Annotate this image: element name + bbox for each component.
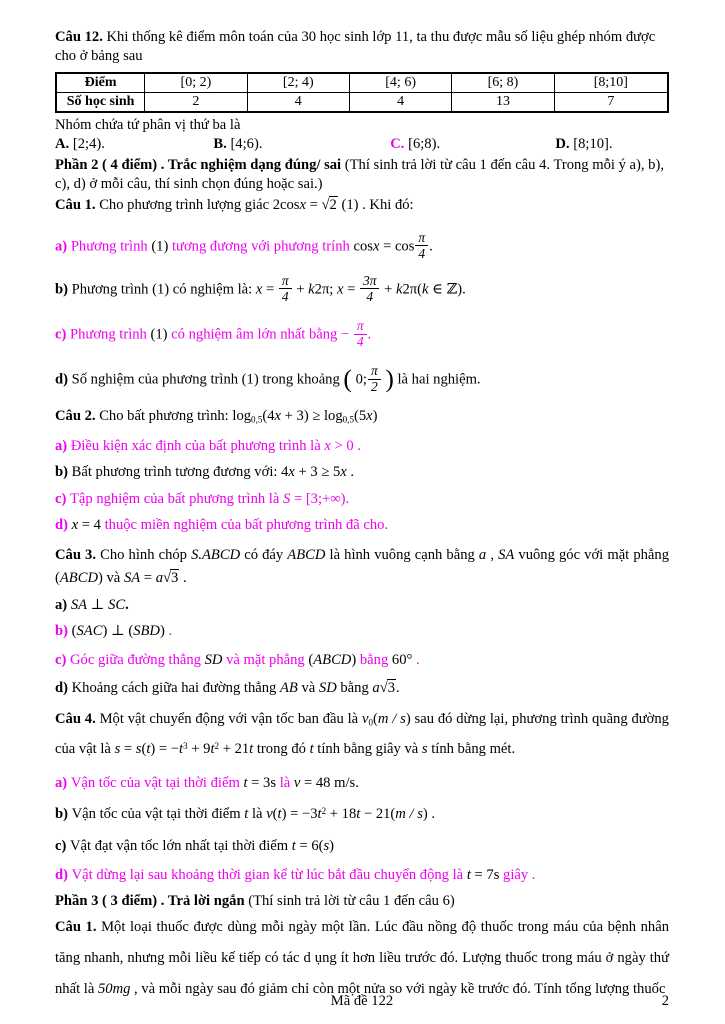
text-segment: + bbox=[380, 281, 396, 298]
text-segment: ) = −3 bbox=[281, 806, 318, 823]
text-segment: Phần 3 ( 3 điểm) . Trả lời ngắn bbox=[55, 893, 249, 910]
text-segment: bằng bbox=[336, 679, 373, 696]
q12-table bbox=[55, 72, 669, 113]
document-body bbox=[55, 28, 669, 1004]
text-segment: Phương trình bbox=[70, 238, 152, 255]
text-segment: Tập nghiệm của bất phương trình là bbox=[70, 490, 283, 507]
text-segment: Câu 1. bbox=[55, 197, 100, 214]
option-text: [6;8). bbox=[404, 135, 441, 152]
table-row bbox=[56, 92, 668, 112]
text-segment: có đáy bbox=[240, 547, 288, 564]
text-segment: 2 bbox=[214, 741, 220, 752]
text-segment: s bbox=[421, 741, 428, 758]
text-segment: AB bbox=[279, 679, 298, 696]
text-segment: + 3) ≥ log bbox=[281, 408, 343, 425]
text-segment: d) bbox=[55, 516, 72, 533]
option-letter: B. bbox=[213, 135, 227, 152]
text-segment: ( bbox=[373, 711, 378, 728]
text-segment: Khoảng cách giữa hai đường thẳng bbox=[71, 679, 280, 696]
text-segment: thuộc miền nghiệm của bất phương trình đã cho. bbox=[104, 516, 389, 533]
text-segment: ABCD bbox=[313, 651, 352, 668]
text-segment: 3 bbox=[183, 741, 188, 752]
text-segment: + 3 ≥ 5 bbox=[294, 464, 341, 481]
text-segment: giây . bbox=[503, 866, 536, 883]
text-segment: b) bbox=[55, 464, 72, 481]
option-text: [4;6). bbox=[226, 135, 263, 152]
p2-q2a bbox=[55, 437, 669, 456]
text-segment: b) bbox=[55, 623, 72, 640]
text-segment: ( bbox=[272, 806, 278, 823]
text-segment: ) bbox=[372, 408, 378, 425]
p2-q3b bbox=[55, 622, 669, 641]
text-segment: = bbox=[262, 281, 278, 298]
option-text: [2;4). bbox=[69, 135, 105, 152]
text-segment: + bbox=[292, 281, 309, 298]
text-segment: ) bbox=[351, 651, 357, 668]
q12-question bbox=[55, 116, 669, 135]
text-segment: Vận tốc của vật tại thời điểm bbox=[71, 806, 245, 823]
p2-q3a bbox=[55, 596, 669, 615]
text-segment: Câu 12. bbox=[55, 29, 107, 45]
text-segment: a) bbox=[55, 238, 71, 255]
p2-q1 bbox=[55, 196, 669, 215]
text-segment: x bbox=[255, 281, 263, 298]
table-cell: 2 bbox=[145, 92, 247, 112]
text-segment: ) = − bbox=[150, 741, 180, 758]
text-segment: = bbox=[120, 741, 136, 758]
text-segment: S.ABCD bbox=[191, 547, 241, 564]
text-segment: (1) bbox=[150, 326, 172, 343]
q12-intro bbox=[55, 28, 669, 67]
text-segment: SA bbox=[123, 569, 141, 586]
text-segment: là hình vuông cạnh bằng bbox=[325, 547, 479, 564]
text-segment: c) bbox=[55, 326, 70, 343]
text-segment: t bbox=[243, 775, 248, 792]
text-segment: v bbox=[266, 806, 273, 823]
text-segment: = [3;+∞). bbox=[290, 490, 350, 507]
answer-option bbox=[55, 136, 213, 153]
text-segment: m / s bbox=[377, 711, 406, 728]
text-segment: = bbox=[140, 569, 156, 586]
text-segment: t bbox=[466, 866, 471, 883]
text-segment: t bbox=[291, 837, 296, 854]
text-segment: và bbox=[297, 679, 319, 696]
part3-heading bbox=[55, 892, 669, 911]
text-segment: x bbox=[71, 516, 79, 533]
p2-q1c bbox=[55, 319, 669, 349]
p2-q1d bbox=[55, 364, 669, 394]
table-cell: 13 bbox=[452, 92, 554, 112]
text-segment: . bbox=[164, 623, 173, 640]
text-segment: t bbox=[317, 806, 322, 823]
text-segment: d) bbox=[55, 371, 72, 388]
text-segment: Số nghiệm của phương trình (1) trong khoảng bbox=[71, 371, 344, 388]
text-segment: x bbox=[288, 464, 295, 481]
text-segment: Cho bất phương trình: log bbox=[99, 408, 252, 425]
text-segment: + 21 bbox=[219, 741, 250, 758]
text-segment: Một vật chuyển động với vận tốc ban đầu là bbox=[99, 711, 362, 728]
answer-option bbox=[390, 136, 555, 153]
text-segment: = 6( bbox=[295, 837, 324, 854]
math-fraction: $\frac{\pi}{4}$ bbox=[415, 231, 428, 261]
p2-q4d bbox=[55, 866, 669, 885]
text-segment: − bbox=[341, 326, 353, 343]
text-segment: x bbox=[299, 197, 306, 214]
p2-q3c bbox=[55, 651, 669, 670]
text-segment: (Thí sinh trả lời từ câu 1 đến câu 6) bbox=[248, 893, 455, 910]
text-segment: Cho phương trình lượng giác 2cos bbox=[99, 197, 300, 214]
text-segment: + 9 bbox=[187, 741, 211, 758]
p2-q2b bbox=[55, 463, 669, 482]
text-segment: 0; bbox=[351, 371, 367, 388]
text-segment: Khi thống kê điểm môn toán của 30 học sinh lớp 11, ta thu được mẫu số liệu ghép nhóm được cho ở bảng sau bbox=[55, 29, 656, 65]
text-segment: . bbox=[412, 651, 420, 668]
text-segment: x bbox=[372, 238, 380, 255]
text-segment: vuông góc với mặt phẳng bbox=[514, 547, 669, 564]
text-segment: và bbox=[102, 569, 124, 586]
text-segment: = 4 bbox=[78, 516, 105, 533]
p2-q3d bbox=[55, 679, 669, 698]
text-segment: cos bbox=[353, 238, 373, 255]
text-segment: 0 bbox=[368, 717, 374, 728]
text-segment: m / s bbox=[395, 806, 423, 823]
text-segment: ( bbox=[71, 623, 77, 640]
text-segment: ) bbox=[329, 837, 335, 854]
text-segment: Góc giữa đường thẳng bbox=[70, 651, 205, 668]
option-letter: C. bbox=[390, 135, 405, 152]
p2-q1a bbox=[55, 231, 669, 261]
text-segment: c) bbox=[55, 490, 70, 507]
text-segment: ABCD bbox=[287, 547, 326, 564]
text-segment: t bbox=[356, 806, 361, 823]
text-segment: ( bbox=[55, 569, 60, 586]
text-segment: . bbox=[346, 464, 355, 481]
text-segment: x bbox=[324, 438, 331, 455]
table-row bbox=[56, 73, 668, 93]
text-segment: s bbox=[323, 837, 330, 854]
text-segment: a) bbox=[55, 597, 71, 614]
text-segment: x bbox=[366, 408, 373, 425]
text-segment: (1) bbox=[151, 238, 172, 255]
text-segment: 0,5 bbox=[251, 415, 263, 426]
text-segment: d) bbox=[55, 679, 72, 696]
text-segment: ( bbox=[308, 651, 314, 668]
text-segment: = bbox=[305, 197, 322, 214]
table-cell: 4 bbox=[247, 92, 349, 112]
text-segment: a bbox=[372, 679, 380, 696]
text-segment: tương đương với phương trính bbox=[171, 238, 354, 255]
p2-q2 bbox=[55, 407, 669, 427]
text-segment: (4 bbox=[262, 408, 275, 425]
text-segment: là hai nghiệm. bbox=[393, 371, 481, 388]
text-segment: ) . bbox=[422, 806, 436, 823]
text-segment: là bbox=[279, 775, 294, 792]
text-segment: SD bbox=[204, 651, 223, 668]
math-sqrt: √3 bbox=[162, 569, 179, 586]
text-segment: v bbox=[362, 711, 369, 728]
text-segment: t bbox=[179, 741, 184, 758]
text-segment: ⊥ bbox=[87, 597, 109, 614]
text-segment: SBD bbox=[133, 623, 160, 640]
text-segment: SAC bbox=[76, 623, 103, 640]
text-segment: s bbox=[135, 741, 142, 758]
text-segment: Nhóm chứa tứ phân vị thứ ba là bbox=[55, 116, 241, 133]
text-segment: sau đó dừng lại, phương trình quãng đường của vật là bbox=[55, 711, 669, 758]
text-segment: Câu 2. bbox=[55, 408, 100, 425]
p2-q4a bbox=[55, 774, 669, 793]
text-segment: k bbox=[422, 281, 429, 298]
text-segment: t bbox=[277, 806, 282, 823]
text-segment: v bbox=[293, 775, 301, 792]
text-segment: ( bbox=[141, 741, 147, 758]
math-fraction: $\frac{\pi}{4}$ bbox=[279, 274, 292, 304]
text-segment: = bbox=[343, 281, 360, 298]
text-segment: = 48 m/s. bbox=[300, 775, 359, 792]
text-segment: . bbox=[179, 569, 187, 586]
text-segment: 2 bbox=[321, 806, 327, 817]
text-segment: Vật dừng lại sau khoảng thời gian kể từ lúc bắt đầu chuyển động là bbox=[71, 866, 467, 883]
q12-options bbox=[55, 136, 669, 153]
text-segment: , và mỗi ngày sau đó giảm chỉ còn một nửa so với ngày kề trước đó. Tính tổng lượng thuốc bbox=[130, 980, 666, 997]
text-segment: ) bbox=[385, 364, 394, 394]
table-cell: Điểm bbox=[56, 73, 145, 93]
text-segment: . bbox=[396, 679, 400, 696]
text-segment: Phương trình bbox=[70, 326, 151, 343]
text-segment: Câu 3. bbox=[55, 547, 101, 564]
text-segment: c) bbox=[55, 837, 70, 854]
text-segment: Bất phương trình tương đương với: 4 bbox=[71, 464, 289, 481]
math-sqrt: √2 bbox=[321, 197, 337, 214]
text-segment: 2π; bbox=[314, 281, 338, 298]
text-segment: và mặt phẳng bbox=[222, 651, 309, 668]
part2-heading bbox=[55, 156, 669, 195]
text-segment: tính bằng giây và bbox=[313, 741, 422, 758]
text-segment: trong đó bbox=[253, 741, 310, 758]
option-letter: D. bbox=[555, 135, 570, 152]
text-segment: d) bbox=[55, 866, 72, 883]
text-segment: Điều kiện xác định của bất phương trình là bbox=[70, 438, 325, 455]
text-segment: a) bbox=[55, 775, 71, 792]
text-segment: ) ⊥ ( bbox=[102, 623, 134, 640]
text-segment: = 7s bbox=[470, 866, 504, 883]
p2-q2c bbox=[55, 490, 669, 509]
table-cell: 7 bbox=[554, 92, 668, 112]
text-segment: > 0 . bbox=[330, 438, 361, 455]
option-letter: A. bbox=[55, 135, 70, 152]
text-segment: Cho hình chóp bbox=[100, 547, 192, 564]
p2-q4 bbox=[55, 705, 669, 765]
text-segment: Phương trình (1) có nghiệm là: bbox=[71, 281, 256, 298]
table-cell: [4; 6) bbox=[349, 73, 451, 93]
text-segment: Câu 1. bbox=[55, 919, 102, 936]
text-segment: 50mg bbox=[97, 980, 131, 997]
text-segment: SD bbox=[318, 679, 337, 696]
text-segment: (1) . Khi đó: bbox=[337, 197, 414, 214]
text-segment: x bbox=[340, 464, 347, 481]
text-segment: ( bbox=[343, 364, 352, 394]
p3-q1 bbox=[55, 912, 669, 1004]
answer-option bbox=[555, 136, 669, 153]
table-cell: [0; 2) bbox=[145, 73, 247, 93]
text-segment: b) bbox=[55, 281, 72, 298]
math-fraction: $\frac{3\pi}{4}$ bbox=[360, 274, 379, 304]
table-cell: [2; 4) bbox=[247, 73, 349, 93]
text-segment: có nghiệm âm lớn nhất bằng bbox=[171, 326, 342, 343]
text-segment: SA bbox=[70, 597, 88, 614]
math-fraction: $\frac{\pi}{2}$ bbox=[368, 364, 381, 394]
text-segment: Vật đạt vận tốc lớn nhất tại thời điểm bbox=[70, 837, 292, 854]
text-segment: c) bbox=[55, 651, 70, 668]
p2-q3 bbox=[55, 544, 669, 589]
text-segment: t bbox=[249, 741, 254, 758]
text-segment: t bbox=[244, 806, 249, 823]
table-cell: 4 bbox=[349, 92, 451, 112]
text-segment: k bbox=[396, 281, 403, 298]
text-segment: x bbox=[337, 281, 344, 298]
text-segment: = cos bbox=[379, 238, 415, 255]
math-sqrt: √3 bbox=[379, 679, 396, 696]
text-segment: x bbox=[274, 408, 282, 425]
text-segment: + 18 bbox=[326, 806, 357, 823]
text-segment: t bbox=[309, 741, 314, 758]
text-segment: t bbox=[210, 741, 215, 758]
text-segment: . bbox=[367, 326, 372, 343]
text-segment: b) bbox=[55, 806, 72, 823]
exam-code: Mã đề 122 bbox=[330, 993, 394, 1009]
text-segment: là bbox=[248, 806, 267, 823]
table-cell: Số học sinh bbox=[56, 92, 145, 112]
p2-q1b bbox=[55, 274, 669, 304]
text-segment: a bbox=[155, 569, 163, 586]
math-fraction: $\frac{\pi}{4}$ bbox=[354, 319, 367, 349]
p2-q4b bbox=[55, 805, 669, 824]
option-text: [8;10]. bbox=[569, 135, 613, 152]
text-segment: 60° bbox=[391, 651, 413, 668]
text-segment: ABCD bbox=[59, 569, 98, 586]
text-segment: 2π( bbox=[402, 281, 423, 298]
text-segment: a bbox=[478, 547, 487, 564]
text-segment: ) bbox=[97, 569, 103, 586]
text-segment: = 3s bbox=[247, 775, 280, 792]
text-segment: (Thí sinh trả lời từ câu 1 đến câu 4. Trong mỗi ý a), b), c), d) ở mỗi câu, thí sinh chọn đúng hoặc sai.) bbox=[55, 156, 664, 192]
p2-q2d bbox=[55, 516, 669, 535]
text-segment: Vận tốc của vật tại thời điểm bbox=[70, 775, 244, 792]
text-segment: . bbox=[429, 238, 433, 255]
text-segment: , bbox=[486, 547, 499, 564]
text-segment: ) bbox=[405, 711, 411, 728]
text-segment: k bbox=[308, 281, 315, 298]
text-segment: s bbox=[114, 741, 121, 758]
page-footer bbox=[55, 993, 669, 1010]
page-number: 2 bbox=[661, 993, 669, 1009]
text-segment: − 21( bbox=[360, 806, 396, 823]
text-segment: ) bbox=[159, 623, 165, 640]
table-cell: [8;10] bbox=[554, 73, 668, 93]
text-segment: (5 bbox=[353, 408, 367, 425]
text-segment: t bbox=[146, 741, 151, 758]
text-segment: Phần 2 ( 4 điểm) . Trắc nghiệm dạng đúng/ sai bbox=[55, 156, 345, 173]
text-segment: . bbox=[125, 597, 129, 614]
p2-q4c bbox=[55, 837, 669, 856]
answer-option bbox=[213, 136, 390, 153]
text-segment: bằng bbox=[356, 651, 392, 668]
text-segment: S bbox=[283, 490, 291, 507]
text-segment: SA bbox=[498, 547, 515, 564]
text-segment: tính bằng mét. bbox=[427, 741, 516, 758]
text-segment: Câu 4. bbox=[55, 711, 100, 728]
text-segment: ∈ ℤ). bbox=[428, 281, 466, 298]
text-segment: 0,5 bbox=[342, 415, 354, 426]
table-cell: [6; 8) bbox=[452, 73, 554, 93]
text-segment: Một loại thuốc được dùng mỗi ngày một lần. Lúc đầu nồng độ thuốc trong máu của bệnh nhân tăng nhanh, nhưng mỗi liều kế tiếp có tác d ụng ít hơn liều trước đó. Lượng thuốc trong máu ở ngày thứ nhất là bbox=[55, 919, 669, 997]
text-segment: SC bbox=[108, 597, 126, 614]
text-segment: a) bbox=[55, 438, 71, 455]
